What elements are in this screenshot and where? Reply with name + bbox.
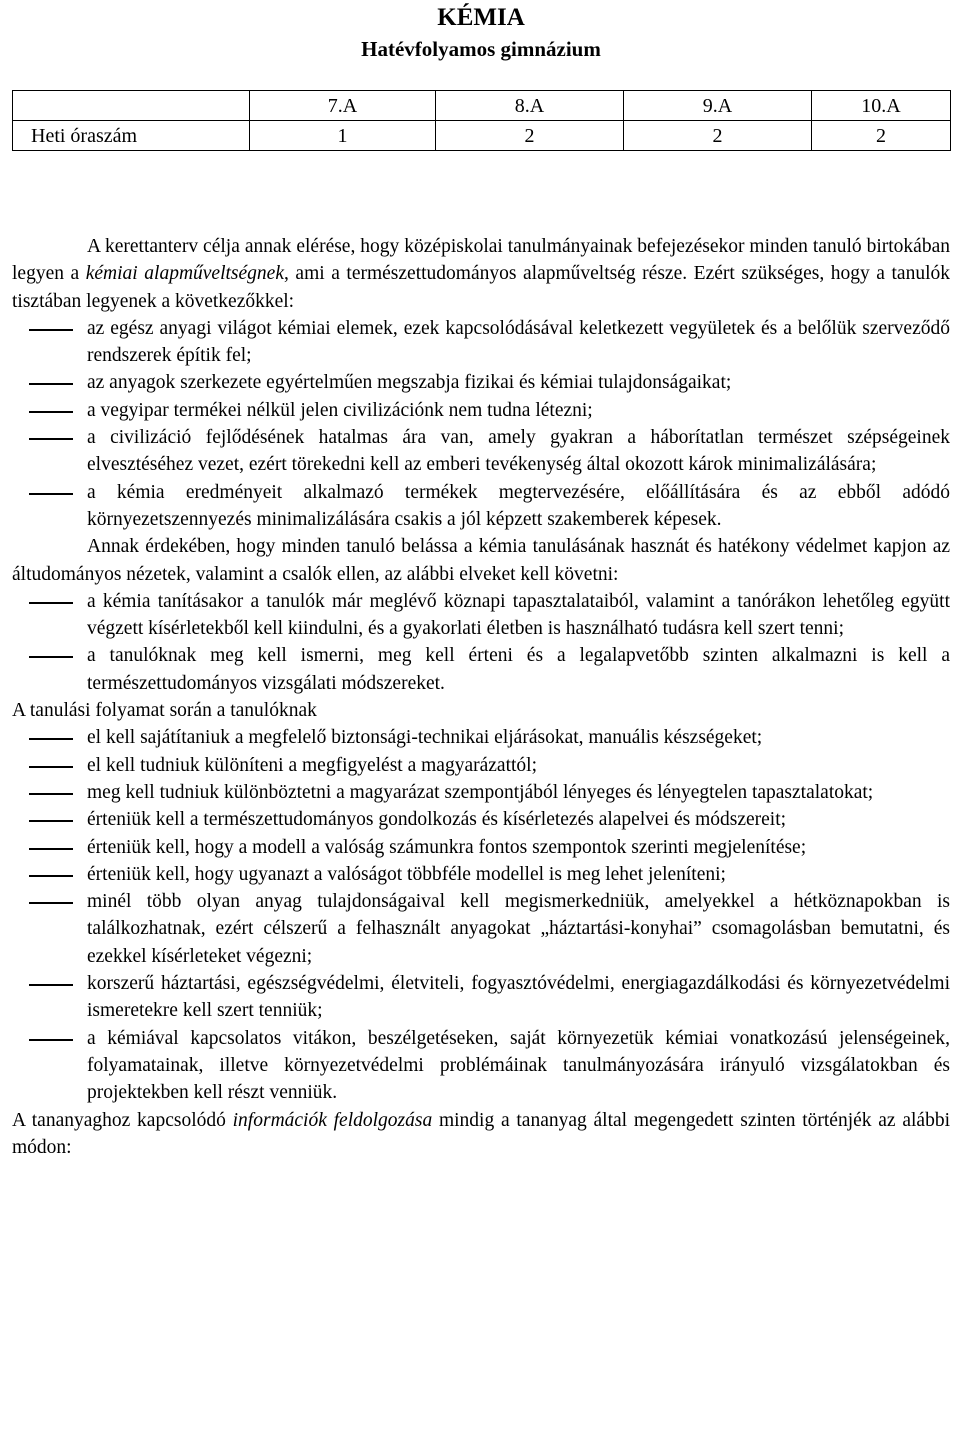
list-item	[12, 888, 950, 970]
goals-list	[12, 315, 950, 533]
information-processing-paragraph	[12, 1107, 950, 1162]
list-item	[12, 424, 950, 479]
list-item-text: érteniük kell, hogy ugyanazt a valóságot többféle modellel is meg lehet jeleníteni;	[87, 863, 726, 885]
list-item	[12, 724, 950, 751]
list-item-text: az egész anyagi világot kémiai elemek, ezek kapcsolódásával keletkezett vegyületek és a belőlük szerveződő rendszerek építik fel;	[87, 317, 950, 367]
table-cell: 2	[624, 121, 812, 151]
list-item-text: korszerű háztartási, egészségvédelmi, életviteli, fogyasztóvédelmi, energiagazdálkodási és környezetvédelmi ismeretekre kell szert tenniük;	[87, 973, 950, 1022]
document-title: KÉMIA	[437, 4, 525, 31]
list-item	[12, 479, 950, 534]
table-header-cell: 10.A	[812, 91, 951, 121]
list-item-text: az anyagok szerkezete egyértelműen megszabja fizikai és kémiai tulajdonságaikat;	[87, 372, 732, 394]
table-row-label: Heti óraszám	[13, 121, 250, 151]
list-item-text: el kell sajátítaniuk a megfelelő biztonsági-technikai eljárásokat, manuális készségeket;	[87, 727, 763, 749]
list-item	[12, 588, 950, 643]
learning-process-paragraph: A tanulási folyamat során a tanulóknak	[12, 700, 317, 722]
table-cell: 2	[812, 121, 951, 151]
text-run: A tananyaghoz kapcsolódó	[12, 1109, 233, 1131]
principles-list	[12, 588, 950, 697]
list-item-text: a kémiával kapcsolatos vitákon, beszélgetéseken, saját környezetük kémiai vonatkozású jelenségeinek, folyamatainak, illetve környezetvédelmi problémáinak tanulmányozására irányuló vizsgálatokban és projektekben kell részt venniük.	[87, 1027, 950, 1104]
list-item	[12, 397, 950, 424]
list-item-text: el kell tudniuk különíteni a megfigyelést a magyarázattól;	[87, 754, 537, 776]
list-item	[12, 779, 950, 806]
text-run: mindig a tananyag által megengedett szinten történjék az alábbi módon:	[12, 1109, 950, 1158]
text-run: A kerettanterv célja annak elérése, hogy középiskolai tanulmányainak befejezésekor minden tanuló birtokában legyen a	[12, 236, 950, 285]
table-header-cell: 7.A	[250, 91, 436, 121]
list-item-text: a vegyipar termékei nélkül jelen civilizációnk nem tudna létezni;	[87, 399, 593, 421]
list-item	[12, 806, 950, 833]
learning-process-list	[12, 724, 950, 1106]
list-item-text: a tanulóknak meg kell ismerni, meg kell érteni és a legalapvetőbb szinten alkalmazni is kell a természettudományos vizsgálati módszereket.	[87, 645, 950, 694]
list-item	[12, 369, 950, 396]
text-run: , ami a természettudományos alapműveltség része. Ezért szükséges, hogy a tanulók tisztában legyenek a következőkkel:	[12, 263, 950, 312]
principles-paragraph: Annak érdekében, hogy minden tanuló belássa a kémia tanulásának hasznát és hatékony védelmet kapjon az áltudományos nézetek, valamint a csalók ellen, az alábbi elveket kell követni:	[12, 536, 950, 585]
weekly-hours-table	[12, 90, 951, 151]
list-item	[12, 861, 950, 888]
table-cell: 2	[436, 121, 624, 151]
list-item	[12, 752, 950, 779]
list-item	[12, 315, 950, 370]
list-item-text: minél több olyan anyag tulajdonságaival kell megismerkedniük, amelyekkel a hétköznapokban is találkozhatnak, ezért célszerű a felhasznált anyagokat „háztartási-konyhai” csomagolásban bemutatni, és ezekkel kísérleteket végezni;	[87, 891, 950, 967]
list-item-text: a kémia tanításakor a tanulók már meglévő köznapi tapasztalataiból, valamint a tanórákon lehetőleg együtt végzett kísérletekből kell kiindulni, és a gyakorlati életben is használható tudásra kell szert tenni;	[87, 590, 950, 640]
list-item-text: érteniük kell, hogy a modell a valóság számunkra fontos szempontok szerinti megjelenítése;	[87, 836, 807, 858]
table-header-cell: 8.A	[436, 91, 624, 121]
list-item	[12, 834, 950, 861]
list-item-text: meg kell tudniuk különböztetni a magyarázat szempontjából lényeges és lényegtelen tapasztalatokat;	[87, 781, 874, 803]
list-item-text: a kémia eredményeit alkalmazó termékek megtervezésére, előállítására és az ebből adódó környezetszennyezés minimalizálására csakis a jól képzett szakemberek képesek.	[87, 481, 950, 530]
list-item	[12, 1025, 950, 1107]
list-item-text: a civilizáció fejlődésének hatalmas ára van, amely gyakran a háborítatlan természet szépségeinek elvesztéséhez vezet, ezért törekedni kell az emberi tevékenység által okozott károk minimalizálására;	[87, 427, 950, 476]
list-item	[12, 970, 950, 1025]
table-cell: 1	[250, 121, 436, 151]
table-row	[13, 121, 951, 151]
list-item	[12, 642, 950, 697]
intro-paragraph	[12, 233, 950, 315]
table-header-row	[13, 91, 951, 121]
emphasis-text: információk feldolgozása	[232, 1109, 433, 1131]
document-subtitle: Hatévfolyamos gimnázium	[361, 37, 601, 61]
table-header-cell: 9.A	[624, 91, 812, 121]
document-body	[12, 233, 950, 1161]
emphasis-text: kémiai alapműveltségnek	[85, 263, 284, 285]
list-item-text: érteniük kell a természettudományos gondolkozás és kísérletezés alapelvei és módszereit;	[87, 809, 787, 831]
table-header-cell	[13, 91, 250, 121]
